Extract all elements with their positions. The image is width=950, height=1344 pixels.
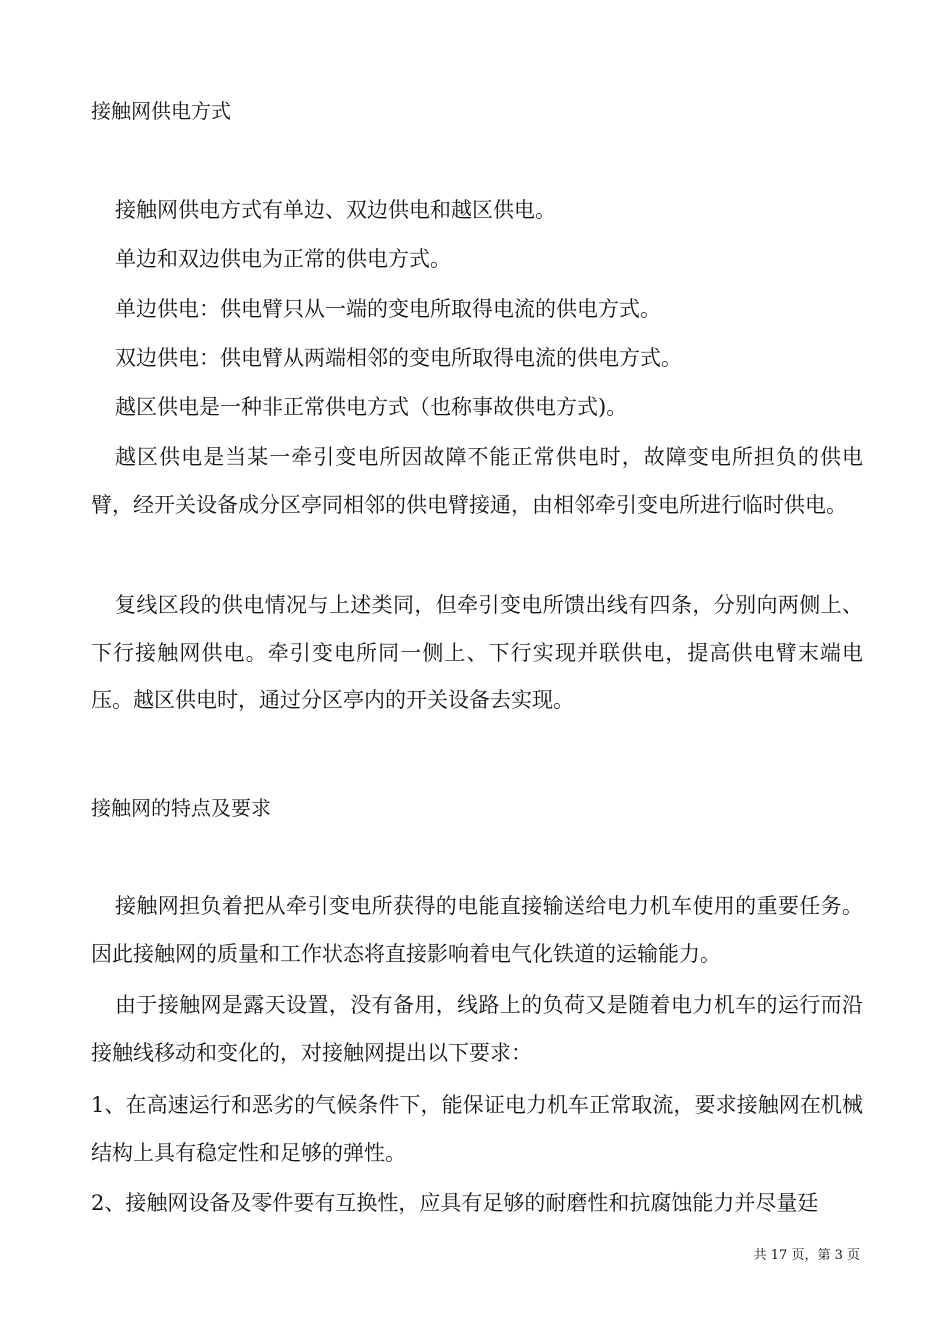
- paragraph: 单边和双边供电为正常的供电方式。: [115, 247, 451, 271]
- paragraph: 越区供电是一种非正常供电方式（也称事故供电方式)。: [115, 395, 628, 419]
- list-item: 2、接触网设备及零件要有互换性，应具有足够的耐磨性和抗腐蚀能力并尽量廷: [91, 1191, 819, 1215]
- page-number: 共 17 页，第 3 页: [753, 1248, 860, 1263]
- section-title-features: 接触网的特点及要求: [91, 796, 271, 820]
- list-item: 1、在高速运行和恶劣的气候条件下，能保证电力机车正常取流，要求接触网在机械结构上具有稳定性和足够的弹性。: [91, 1093, 863, 1165]
- paragraph: 复线区段的供电情况与上述类同，但牵引变电所馈出线有四条，分别向两侧上、下行接触网供电。牵引变电所同一侧上、下行实现并联供电，提高供电臂末端电压。越区供电时，通过分区亭内的开关设备去实现。: [91, 593, 863, 712]
- paragraph: 接触网担负着把从牵引变电所获得的电能直接输送给电力机车使用的重要任务。因此接触网的质量和工作状态将直接影响着电气化铁道的运输能力。: [91, 894, 863, 966]
- paragraph: 双边供电：供电臂从两端相邻的变电所取得电流的供电方式。: [115, 346, 682, 370]
- paragraph: 越区供电是当某一牵引变电所因故障不能正常供电时，故障变电所担负的供电臂，经开关设备成分区亭同相邻的供电臂接通，由相邻牵引变电所进行临时供电。: [91, 445, 863, 517]
- paragraph: 由于接触网是露天设置，没有备用，线路上的负荷又是随着电力机车的运行而沿接触线移动和变化的，对接触网提出以下要求：: [91, 993, 863, 1065]
- paragraph: 单边供电：供电臂只从一端的变电所取得电流的供电方式。: [115, 297, 661, 321]
- paragraph: 接触网供电方式有单边、双边供电和越区供电。: [115, 198, 556, 222]
- section-title-supply-method: 接触网供电方式: [91, 99, 231, 123]
